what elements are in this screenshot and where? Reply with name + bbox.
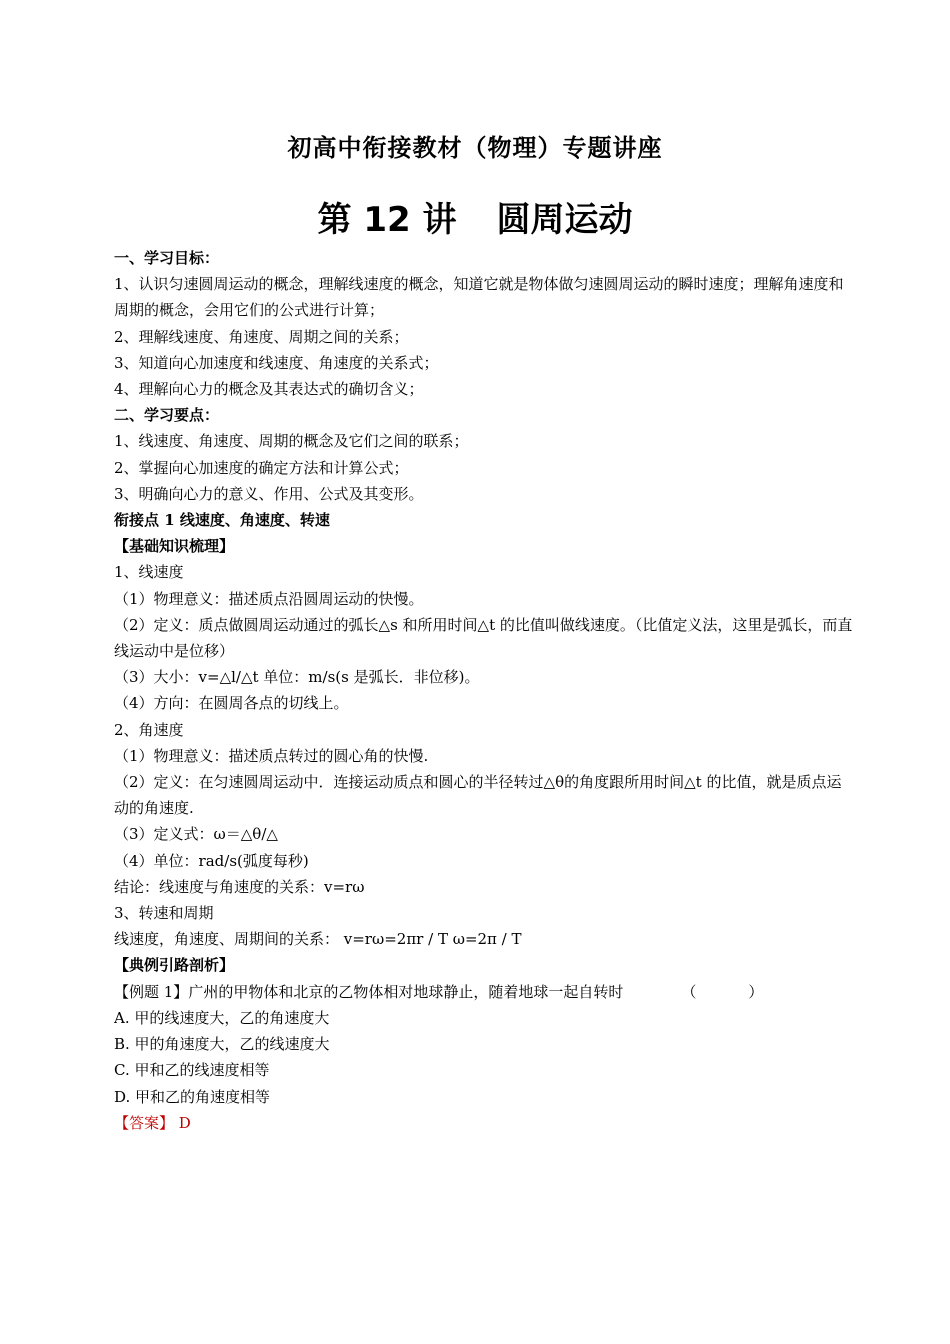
option-d: D. 甲和乙的角速度相等 <box>114 1087 271 1106</box>
section-heading-keypoints: 二、学习要点： <box>114 406 220 425</box>
lecture-title <box>0 192 950 241</box>
definition-item: （2）定义：质点做圆周运动通过的弧长△s 和所用时间△t 的比值叫做线速度。（比值定义法，这里是弧长，而直线运动中是位移） <box>114 615 853 661</box>
section-heading-objectives: 一、学习目标： <box>114 249 220 267</box>
definition-item: （4）方向：在圆周各点的切线上。 <box>114 694 349 713</box>
objective-item: 3、知道向心加速度和线速度、角速度的关系式； <box>114 353 439 372</box>
option-c: C. 甲和乙的线速度相等 <box>114 1061 270 1080</box>
lecture-number: 第 12 讲 <box>317 200 457 240</box>
lecture-topic: 圆周运动 <box>496 200 633 240</box>
knowledge-heading: 【基础知识梳理】 <box>114 537 235 556</box>
definition-item: （2）定义：在匀速圆周运动中．连接运动质点和圆心的半径转过△θ的角度跟所用时间△t 的比值，就是质点运动的角速度. <box>114 773 842 818</box>
keypoint-item: 2、掌握向心加速度的确定方法和计算公式； <box>114 458 409 477</box>
conclusion: 结论：线速度与角速度的关系：v=rω <box>114 877 365 896</box>
subsection-title: 3、转速和周期 <box>114 904 214 923</box>
objective-item: 1、认识匀速圆周运动的概念，理解线速度的概念，知道它就是物体做匀速圆周运动的瞬时速度；理解角速度和周期的概念，会用它们的公式进行计算； <box>114 275 844 320</box>
answer-blank: （ ） <box>681 982 764 1001</box>
definition-item: （3）定义式：ω＝△θ/△ <box>114 825 278 844</box>
definition-item: （1）物理意义：描述质点转过的圆心角的快慢. <box>114 746 429 765</box>
answer-label: 【答案】 <box>114 1113 175 1132</box>
answer-line <box>114 1110 854 1136</box>
objective-item: 2、理解线速度、角速度、周期之间的关系； <box>114 327 409 346</box>
definition-item: （4）单位：rad/s(弧度每秒) <box>114 851 309 870</box>
objective-item: 4、理解向心力的概念及其表达式的确切含义； <box>114 380 424 399</box>
point-heading: 衔接点 1 线速度、角速度、转速 <box>114 511 330 530</box>
definition-item: （3）大小：v=△l/△t 单位：m/s(s 是弧长．非位移)。 <box>114 668 480 687</box>
subsection-title: 1、线速度 <box>114 563 184 582</box>
series-title: 初高中衔接教材（物理）专题讲座 <box>287 134 663 162</box>
document-body <box>114 245 854 1136</box>
question-text: 广州的甲物体和北京的乙物体相对地球静止，随着地球一起自转时 <box>188 982 624 1001</box>
subsection-title: 2、角速度 <box>114 720 184 739</box>
example-label: 【例题 1】 <box>114 982 189 1001</box>
option-b: B. 甲的角速度大，乙的线速度大 <box>114 1035 330 1054</box>
example-question <box>114 979 854 1005</box>
definition-item: （1）物理意义：描述质点沿圆周运动的快慢。 <box>114 589 424 608</box>
relation-formula: 线速度，角速度、周期间的关系： v=rω=2πr / T ω=2π / T <box>114 930 522 949</box>
answer-value: D <box>178 1113 191 1132</box>
option-a: A. 甲的线速度大，乙的角速度大 <box>114 1008 330 1027</box>
keypoint-item: 1、线速度、角速度、周期的概念及它们之间的联系； <box>114 432 469 451</box>
example-heading: 【典例引路剖析】 <box>114 956 235 975</box>
keypoint-item: 3、明确向心力的意义、作用、公式及其变形。 <box>114 484 424 503</box>
